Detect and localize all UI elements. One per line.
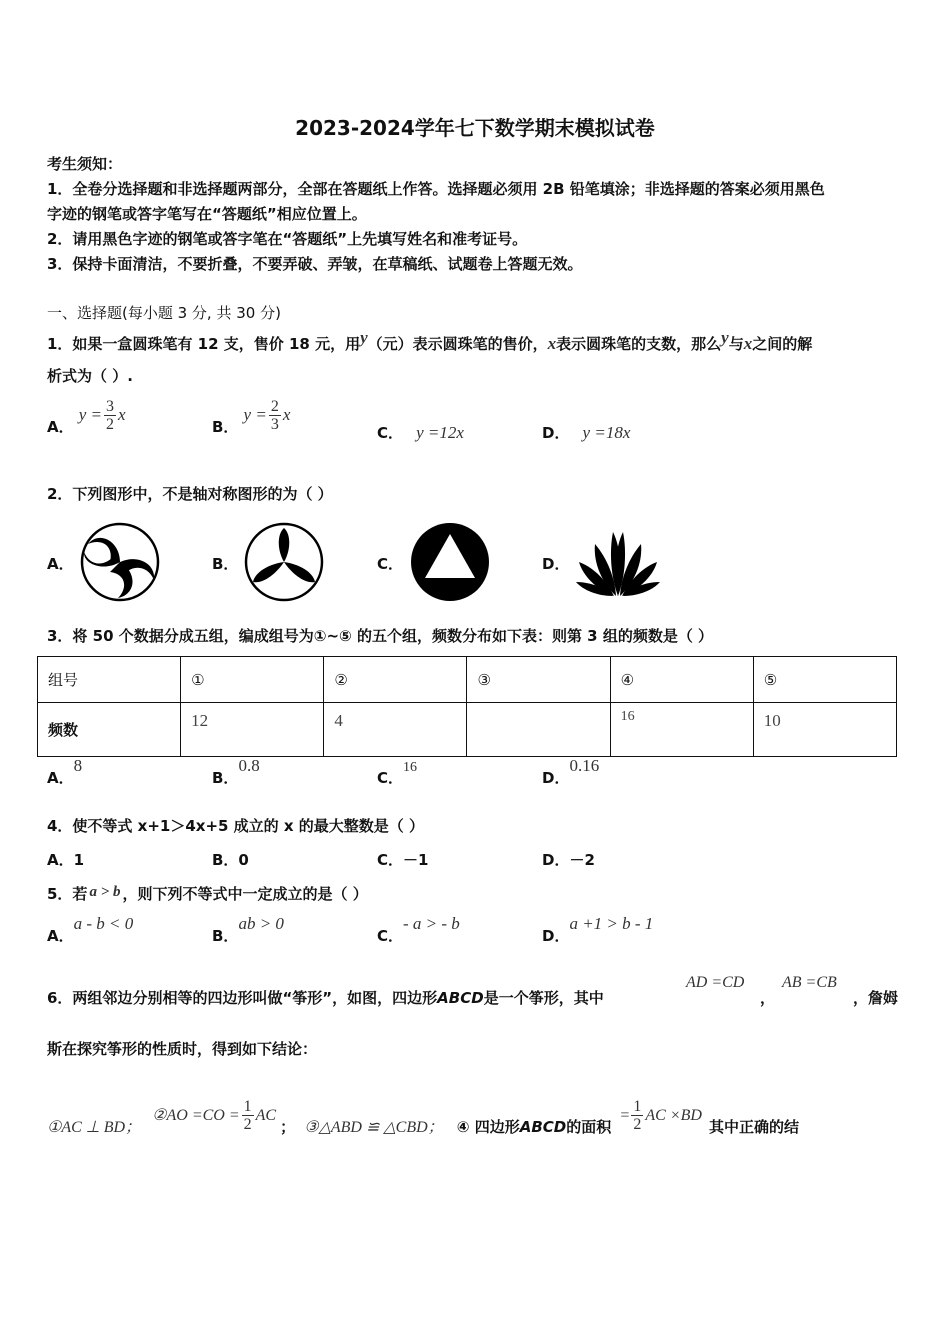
table-cell: ① <box>181 657 324 703</box>
q1-var-x-2: x <box>743 334 753 353</box>
tomoe-symbol-icon <box>80 522 160 602</box>
option-label: A． <box>47 927 74 945</box>
q1-stem-line-2: 析式为（ ）. <box>47 367 133 385</box>
q1-a-fraction <box>104 398 116 433</box>
table-cell: 10 <box>753 703 896 757</box>
q4-stem: 4．使不等式 x+1＞4x+5 成立的 x 的最大整数是（ ） <box>47 817 425 835</box>
notice-line-1b: 字迹的钢笔或答字笔写在“答题纸”相应位置上。 <box>47 205 367 223</box>
denominator: 2 <box>243 1116 252 1133</box>
q6-conclusion-3: ③△ABD ≌ △CBD； <box>304 1119 444 1136</box>
q1-var-y: y <box>360 328 368 347</box>
q1-d-text: y =18x <box>582 423 631 442</box>
option-label: C． <box>377 927 404 945</box>
q6-c4-part-b: 的面积 <box>566 1118 612 1136</box>
q1-b-lhs: y = <box>243 405 267 424</box>
q5-condition: a > b <box>89 884 121 900</box>
table-cell: ② <box>324 657 467 703</box>
q6-comma: ， <box>760 989 776 1007</box>
q6-c4-part-a: ④ 四边形 <box>456 1118 520 1136</box>
table-cell: ⑤ <box>753 657 896 703</box>
q1-stem <box>47 328 812 354</box>
denominator: 3 <box>270 416 279 433</box>
q6-eq-ab-cb: AB =CB <box>782 974 837 991</box>
q6-conclusion-2b: AC <box>255 1107 277 1124</box>
q2-option-c-label[interactable]: C． <box>377 555 404 573</box>
option-label: B． <box>212 418 239 436</box>
q1-a-x: x <box>117 405 126 424</box>
q6-c4-abcd: ABCD <box>519 1118 567 1136</box>
q4-option-a[interactable]: A．1 <box>47 851 85 869</box>
q3-option-a[interactable] <box>47 756 82 788</box>
option-label: D． <box>542 769 570 787</box>
q1-part-4: 与 <box>728 335 744 353</box>
q1-option-b[interactable] <box>212 398 290 437</box>
q5-a-value: a - b < 0 <box>73 914 134 933</box>
q1-c-text: y =12x <box>416 423 464 442</box>
q3-b-value: 0.8 <box>238 756 260 775</box>
q1-option-a[interactable] <box>47 398 126 437</box>
q5-part-1: 5．若 <box>47 885 88 903</box>
q6-part-1: 6．两组邻边分别相等的四边形叫做“筝形”，如图，四边形 <box>47 989 438 1007</box>
q6-stem-line-2: 斯在探究筝形的性质时，得到如下结论： <box>47 1040 318 1058</box>
q1-b-fraction <box>269 398 281 433</box>
q6-c4-fraction <box>631 1098 643 1133</box>
numerator: 2 <box>270 398 279 415</box>
option-label: C． <box>377 424 404 442</box>
q2-stem: 2．下列图形中，不是轴对称图形的为（ ） <box>47 485 333 503</box>
q2-option-a-label[interactable]: A． <box>47 555 74 573</box>
table-cell: 频数 <box>38 703 181 757</box>
q6-conclusion-2a: ②AO =CO = <box>152 1107 240 1124</box>
q6-tail-text: 其中正确的结 <box>709 1118 800 1136</box>
q2-option-d-label[interactable]: D． <box>542 555 570 573</box>
q6-semicolon: ； <box>280 1118 296 1136</box>
q3-option-d[interactable] <box>542 756 599 788</box>
q5-option-c[interactable] <box>377 914 460 946</box>
q1-option-c[interactable] <box>377 422 464 443</box>
q5-b-value: ab > 0 <box>238 914 284 933</box>
numerator: 1 <box>243 1098 252 1115</box>
table-cell <box>467 703 610 757</box>
q1-var-x: x <box>547 334 557 353</box>
q3-option-b[interactable] <box>212 756 260 788</box>
notice-line-2: 2．请用黑色字迹的钢笔或答字笔在“答题纸”上先填写姓名和准考证号。 <box>47 230 528 248</box>
section-heading: 一、选择题(每小题 3 分, 共 30 分) <box>47 304 281 322</box>
table-cell: 4 <box>324 703 467 757</box>
table-row <box>38 657 897 703</box>
q3-d-value: 0.16 <box>569 756 600 775</box>
table-cell: 16 <box>610 703 753 757</box>
numerator: 1 <box>633 1098 642 1115</box>
q2-option-b-label[interactable]: B． <box>212 555 239 573</box>
table-row <box>38 703 897 757</box>
q3-a-value: 8 <box>73 756 83 775</box>
q6-c4-formula: AC ×BD <box>645 1107 702 1124</box>
q6-abcd: ABCD <box>437 989 484 1007</box>
q1-a-lhs: y = <box>78 405 102 424</box>
q6-conclusion-1: ①AC ⊥ BD； <box>47 1119 142 1136</box>
q6-c4-eq: = <box>620 1107 630 1124</box>
q1-var-y-2: y <box>721 328 729 347</box>
q5-stem <box>47 883 368 904</box>
option-label: D． <box>542 927 570 945</box>
q3-stem: 3．将 50 个数据分成五组，编成组号为①~⑤ 的五个组，频数分布如下表：则第 3 组的频数是（ ） <box>47 627 714 645</box>
page-title: 2023-2024学年七下数学期末模拟试卷 <box>295 116 655 140</box>
q6-conclusions <box>47 1098 799 1137</box>
fan-petals-logo-icon <box>573 528 663 598</box>
table-cell: ④ <box>610 657 753 703</box>
q4-option-c[interactable]: C．－1 <box>377 851 429 869</box>
option-label: A． <box>47 418 74 436</box>
q3-option-c[interactable] <box>377 756 417 788</box>
q6-conclusion-4 <box>457 1117 611 1136</box>
triangle-in-circle-icon <box>410 522 490 602</box>
q4-option-d[interactable]: D．－2 <box>542 851 595 869</box>
q1-part-2: （元）表示圆珠笔的售价， <box>367 335 548 353</box>
q5-part-2: ，则下列不等式中一定成立的是（ ） <box>122 885 368 903</box>
frequency-table <box>37 656 897 757</box>
notice-heading: 考生须知： <box>47 155 123 173</box>
q4-option-b[interactable]: B．0 <box>212 851 249 869</box>
denominator: 2 <box>633 1116 642 1133</box>
q5-option-a[interactable] <box>47 914 133 946</box>
table-cell: ③ <box>467 657 610 703</box>
q1-b-x: x <box>282 405 291 424</box>
table-cell: 12 <box>181 703 324 757</box>
q1-part-3: 表示圆珠笔的支数，那么 <box>556 335 722 353</box>
q1-option-d[interactable] <box>542 422 630 443</box>
notice-line-1a: 1．全卷分选择题和非选择题两部分，全部在答题纸上作答。选择题必须用 2B 铅笔填涂；非选择题的答案必须用黑色 <box>47 180 825 198</box>
option-label: A． <box>47 769 74 787</box>
q5-option-d[interactable] <box>542 914 653 946</box>
q5-c-value: - a > - b <box>403 914 460 933</box>
q6-stem <box>47 987 604 1008</box>
table-cell: 组号 <box>38 657 181 703</box>
q5-d-value: a +1 > b - 1 <box>569 914 654 933</box>
q6-eq-ad-cd: AD =CD <box>686 974 745 991</box>
q6-c2-fraction <box>242 1098 254 1133</box>
option-label: C． <box>377 769 404 787</box>
q6-part-3: ，詹姆 <box>853 989 899 1007</box>
numerator: 3 <box>105 398 114 415</box>
q3-c-value: 16 <box>403 760 418 775</box>
option-label: B． <box>212 927 239 945</box>
notice-line-3: 3．保持卡面清洁，不要折叠，不要弄破、弄皱，在草稿纸、试题卷上答题无效。 <box>47 255 583 273</box>
option-label: B． <box>212 769 239 787</box>
q1-part-5: 之间的解 <box>752 335 813 353</box>
denominator: 2 <box>105 416 114 433</box>
three-petal-circle-icon <box>243 522 325 602</box>
q1-part-1: 1．如果一盒圆珠笔有 12 支，售价 18 元，用 <box>47 335 361 353</box>
q6-part-2: 是一个筝形，其中 <box>483 989 604 1007</box>
option-label: D． <box>542 424 570 442</box>
q5-option-b[interactable] <box>212 914 284 946</box>
